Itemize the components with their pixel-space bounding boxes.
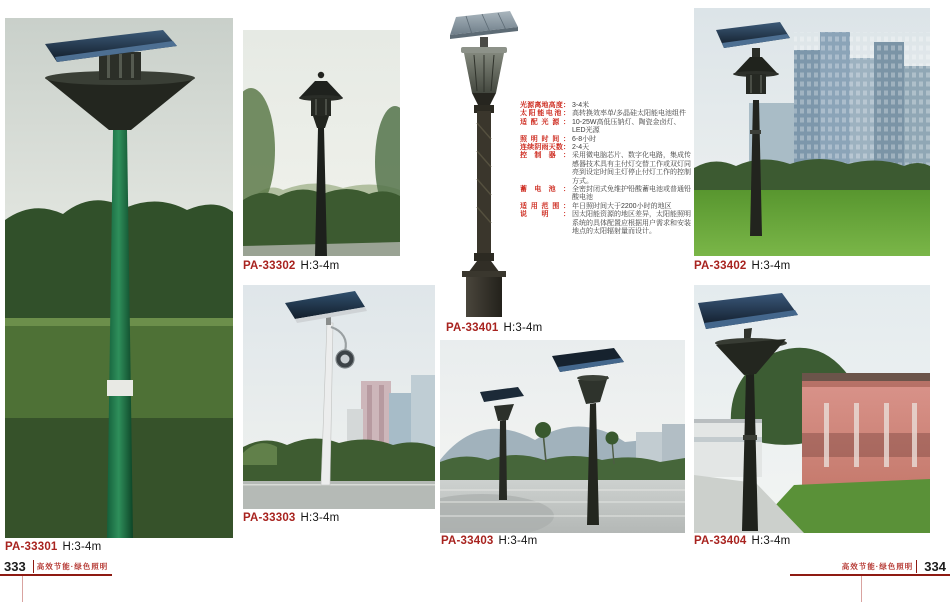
product-photo-pa-33402 [694,8,930,256]
spec-value: 2-4天 [572,144,590,152]
product-photo-pa-33403 [440,340,685,533]
product-code: PA-33404 [694,535,747,547]
spec-value: 年日照时间大于2200小时的地区 [572,202,672,210]
product-height: H:3-4m [751,535,791,547]
spec-value: 采用微电脑芯片、数字化电路，集成传感器技术具有主付灯交替工作或双灯同亮到设定时间主灯停止付灯工作的控制方式。 [572,152,691,185]
footer-divider [916,560,917,573]
spec-label: 适配光源： [520,118,570,126]
spec-row [520,110,693,118]
spec-block [520,102,693,237]
product-code: PA-33303 [243,512,296,524]
footer-slogan-left: 高效节能·绿色照明 [36,561,109,571]
product-height: H:3-4m [62,541,102,553]
product-height: H:3-4m [300,512,340,524]
margin-mark-right [861,576,862,602]
solar-lamp-scene-33303 [243,285,435,509]
product-height: H:3-4m [498,535,538,547]
product-height: H:3-4m [503,322,543,334]
spec-value: 10-25W高低压钠灯、陶瓷金卤灯、LED光源 [572,118,681,135]
spec-value: 高转换效率单/多晶硅太阳能电池组件 [572,110,686,118]
product-code: PA-33302 [243,260,296,272]
solar-lamp-scene-33404 [694,285,930,533]
product-label-pa-33303 [243,512,339,524]
product-code: PA-33301 [5,541,58,553]
spec-row [520,211,693,236]
product-photo-pa-33303 [243,285,435,509]
footer-slogan-right: 高效节能·绿色照明 [841,561,914,571]
spec-label: 连续阴雨天数： [520,144,570,152]
product-photo-pa-33301 [5,18,233,538]
spec-value: 因太阳能资源的地区差异，太阳能照明系统的具体配置应根据用户需求和安装地点的太阳辐射量而设计。 [572,211,691,236]
lamp-33401 [450,11,518,317]
product-label-pa-33404 [694,535,790,547]
spec-value: 3-4米 [572,102,590,109]
product-photo-pa-33401 [444,5,524,319]
footer-left [0,558,112,576]
solar-lamp-scene-33403 [440,340,685,533]
spec-label: 控制器： [520,152,570,160]
product-label-pa-33302 [243,260,339,272]
product-code: PA-33402 [694,260,747,272]
spec-row [520,119,693,136]
spec-label: 适用范围： [520,202,570,210]
spec-value: 全密封闭式免维护铅酸蓄电池或普通铅酸电池 [572,186,691,202]
product-photo-pa-33404 [694,285,930,533]
spec-row [520,136,693,144]
spec-label: 光源离地高度： [520,102,570,109]
spec-label: 照明时间： [520,135,570,143]
solar-lamp-scene-33301 [5,18,233,538]
product-label-pa-33403 [441,535,537,547]
spec-value: 6-8小时 [572,135,597,143]
product-label-pa-33301 [5,541,101,553]
spec-row [520,186,693,203]
spec-label: 说明： [520,211,570,219]
product-photo-pa-33302 [243,30,400,256]
product-height: H:3-4m [751,260,791,272]
footer-divider [33,560,34,573]
spec-row [520,152,693,186]
product-code: PA-33401 [446,322,499,334]
spec-label: 太阳能电池： [520,110,570,118]
product-height: H:3-4m [300,260,340,272]
footer-right [790,558,950,576]
solar-lamp-scene-33302 [243,30,400,256]
product-label-pa-33401 [446,322,542,334]
product-code: PA-33403 [441,535,494,547]
product-label-pa-33402 [694,260,790,272]
margin-mark-left [22,576,23,602]
page-number-left: 333 [4,558,26,574]
page-number-right: 334 [924,558,946,574]
solar-lamp-scene-33402 [694,8,930,256]
spec-label: 蓄电池： [520,186,570,194]
solar-lamp-cutout-33401 [444,5,524,319]
